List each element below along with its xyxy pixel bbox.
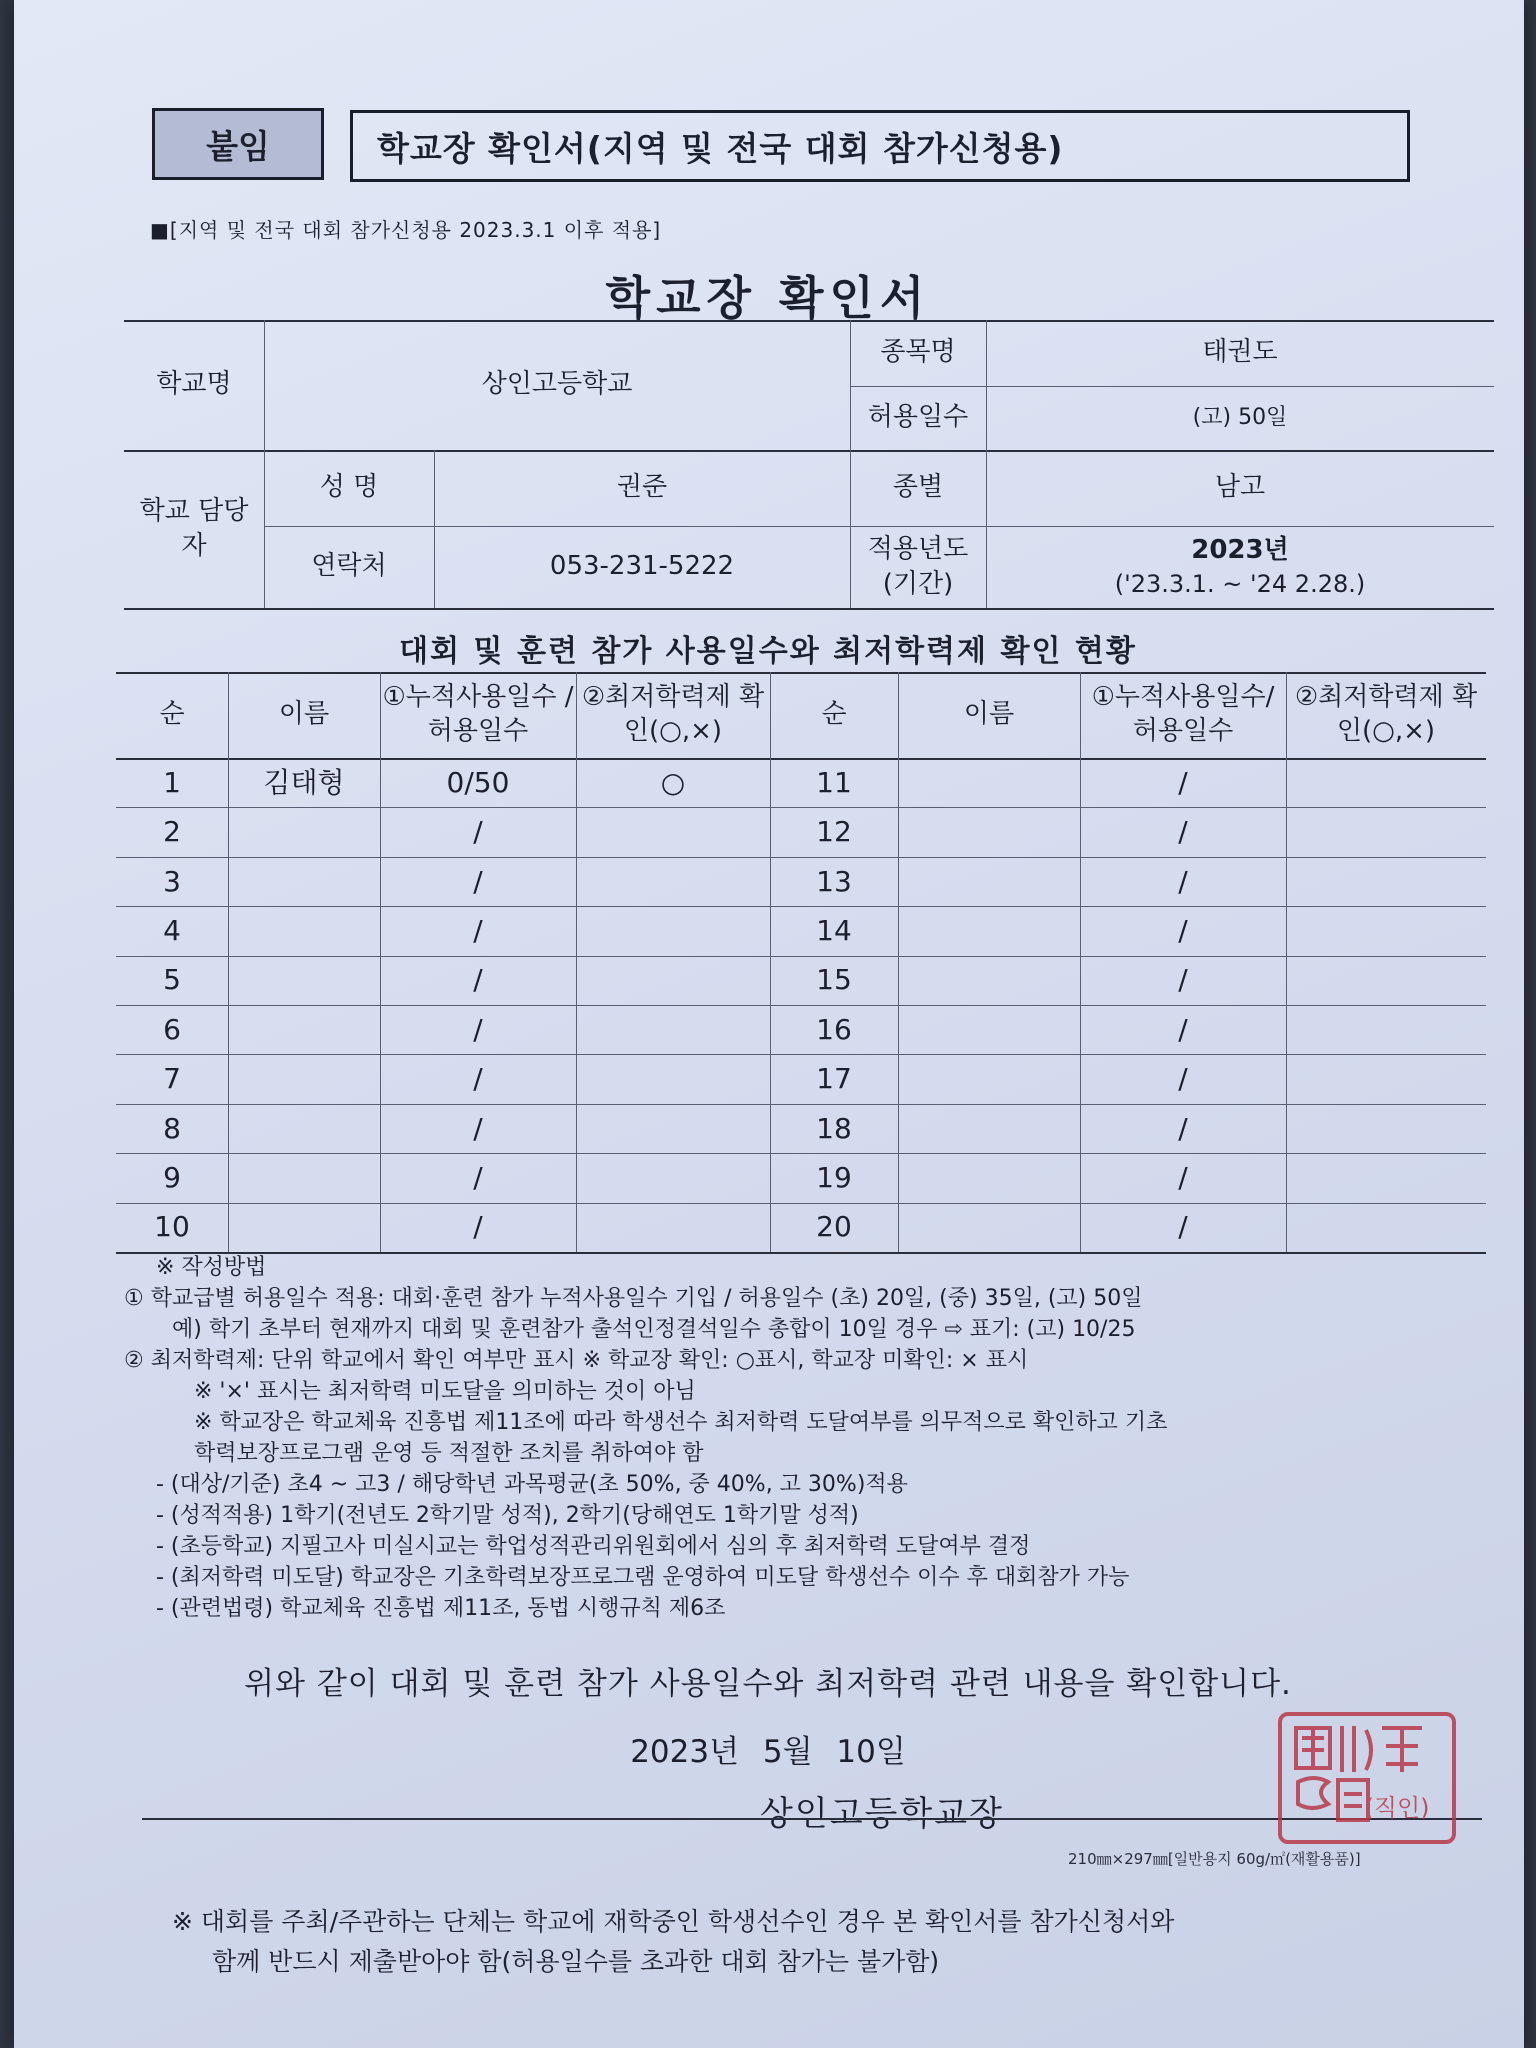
table-cell-check-right	[1286, 758, 1486, 807]
table-cell-check-left: ○	[660, 765, 686, 799]
table-cell-name-right	[898, 1054, 1080, 1103]
contact-person-label: 학교 담당자	[139, 495, 249, 561]
table-cell-check-left	[576, 906, 770, 955]
table-cell-no-left: 10	[154, 1210, 190, 1244]
table-cell-name-right	[898, 906, 1080, 955]
table-cell-no-right: 14	[816, 913, 852, 947]
table-cell-name-left	[228, 1203, 380, 1252]
table-cell-name-right	[898, 807, 1080, 856]
table-cell-name-left	[228, 807, 380, 856]
table-cell-name-right	[898, 857, 1080, 906]
table-cell-name-left	[228, 857, 380, 906]
instruction-line: 학력보장프로그램 운영 등 적절한 조치를 취하여야 함	[194, 1441, 704, 1466]
table-cell-check-right	[1286, 906, 1486, 955]
table-cell-days-right: /	[1178, 1012, 1188, 1046]
instruction-line: ※ 작성방법	[156, 1255, 267, 1280]
phone-value: 053-231-5222	[549, 551, 735, 582]
allowed-days-value: (고) 50일	[1192, 405, 1288, 431]
table-cell-no-right: 19	[816, 1160, 852, 1194]
official-seal-stamp	[1278, 1712, 1456, 1844]
confirmation-statement: 위와 같이 대회 및 훈련 참가 사용일수와 최저학력 관련 내용을 확인합니다.	[244, 1666, 1292, 1702]
sport-value: 태권도	[1202, 337, 1278, 368]
table-cell-no-left: 5	[163, 963, 181, 997]
table-cell-no-right: 16	[816, 1012, 852, 1046]
table-cell-check-left	[576, 1054, 770, 1103]
instruction-line: - (초등학교) 지필고사 미실시교는 학업성적관리위원회에서 심의 후 최저학력 도달여부 결정	[156, 1534, 1031, 1559]
table-cell-check-right	[1286, 956, 1486, 1005]
table-cell-no-left: 8	[163, 1111, 181, 1145]
year-label: 적용년도 (기간)	[867, 533, 969, 599]
table-cell-days-left: /	[473, 1160, 483, 1194]
table-cell-no-left: 2	[163, 815, 181, 849]
table-cell-no-left: 7	[163, 1062, 181, 1096]
form-title: 학교장 확인서(지역 및 전국 대회 참가신청용)	[350, 110, 1410, 182]
table-cell-check-right	[1286, 1054, 1486, 1103]
header-days-left: ①누적사용일수 /허용일수	[382, 682, 574, 746]
section-title: 대회 및 훈련 참가 사용일수와 최저학력제 확인 현황	[399, 634, 1137, 669]
table-cell-days-right: /	[1178, 963, 1188, 997]
seal-label: (직인)	[1364, 1793, 1430, 1822]
table-cell-name-left	[228, 956, 380, 1005]
table-cell-check-right	[1286, 1104, 1486, 1153]
table-cell-name-right	[898, 758, 1080, 807]
table-cell-check-left	[576, 1203, 770, 1252]
table-cell-name-right	[898, 1104, 1080, 1153]
instructions	[124, 1252, 1504, 1624]
table-cell-name-left	[228, 1104, 380, 1153]
table-cell-days-right: /	[1178, 913, 1188, 947]
school-name: 상인고등학교	[481, 369, 633, 400]
table-cell-no-right: 15	[816, 963, 852, 997]
table-cell-days-right: /	[1178, 1210, 1188, 1244]
table-cell-check-left	[576, 956, 770, 1005]
footnote-line-2: 함께 반드시 제출받아야 함(허용일수를 초과한 대회 참가는 불가함)	[212, 1947, 940, 1976]
instruction-line: ※ '×' 표시는 최저학력 미도달을 의미하는 것이 아님	[194, 1379, 696, 1404]
table-cell-name-right	[898, 1203, 1080, 1252]
table-cell-check-left	[576, 807, 770, 856]
table-cell-no-left: 6	[163, 1012, 181, 1046]
table-cell-check-left	[576, 857, 770, 906]
table-cell-check-right	[1286, 1203, 1486, 1252]
table-cell-name-left	[228, 1005, 380, 1054]
table-cell-days-left: /	[473, 1012, 483, 1046]
table-cell-check-right	[1286, 1153, 1486, 1202]
category-label: 종별	[892, 472, 944, 503]
table-cell-name-left	[228, 1153, 380, 1202]
category-value: 남고	[1214, 472, 1266, 503]
table-cell-no-left: 4	[163, 913, 181, 947]
instruction-line: ※ 학교장은 학교체육 진흥법 제11조에 따라 학생선수 최저학력 도달여부를 의무적으로 확인하고 기초	[194, 1410, 1168, 1435]
table-cell-days-left: /	[473, 1111, 483, 1145]
table-cell-check-left	[576, 1005, 770, 1054]
table-cell-days-right: /	[1178, 815, 1188, 849]
phone-label: 연락처	[311, 551, 387, 582]
table-cell-check-left	[576, 1153, 770, 1202]
sport-label: 종목명	[880, 337, 956, 368]
header-name-right: 이름	[963, 699, 1015, 730]
table-cell-check-left	[576, 1104, 770, 1153]
table-cell-name-right	[898, 956, 1080, 1005]
school-info-table	[124, 320, 1494, 610]
table-cell-check-right	[1286, 857, 1486, 906]
table-cell-name-right	[898, 1005, 1080, 1054]
table-cell-days-right: /	[1178, 1111, 1188, 1145]
attachment-label: 붙임	[152, 108, 324, 180]
instruction-line: ② 최저학력제: 단위 학교에서 확인 여부만 표시 ※ 학교장 확인: ○표시, 학교장 미확인: × 표시	[124, 1348, 1029, 1373]
table-cell-days-left: /	[473, 1210, 483, 1244]
table-cell-days-left: /	[473, 963, 483, 997]
paper-specification: 210㎜×297㎜[일반용지 60g/㎡(재활용품)]	[1068, 1850, 1361, 1868]
table-cell-no-right: 13	[816, 864, 852, 898]
footnote-line-1: ※ 대회를 주최/주관하는 단체는 학교에 재학중인 학생선수인 경우 본 확인서를 참가신청서와	[172, 1907, 1175, 1936]
table-cell-days-right: /	[1178, 765, 1188, 799]
table-cell-days-left: /	[473, 864, 483, 898]
instruction-line: ① 학교급별 허용일수 적용: 대회·훈련 참가 누적사용일수 기입 / 허용일수 (초) 20일, (중) 35일, (고) 50일	[124, 1286, 1143, 1311]
submission-footnote	[172, 1902, 1174, 1982]
table-cell-days-right: /	[1178, 864, 1188, 898]
name-label: 성 명	[319, 472, 379, 503]
header-days-right: ①누적사용일수/ 허용일수	[1091, 682, 1275, 746]
table-cell-check-right	[1286, 807, 1486, 856]
table-cell-no-left: 3	[163, 864, 181, 898]
table-cell-no-right: 17	[816, 1062, 852, 1096]
table-cell-days-right: /	[1178, 1160, 1188, 1194]
table-cell-no-right: 12	[816, 815, 852, 849]
school-name-label: 학교명	[156, 369, 232, 400]
table-cell-no-right: 18	[816, 1111, 852, 1145]
period-value: ('23.3.1. ~ '24 2.28.)	[1114, 570, 1366, 599]
table-cell-name-left	[228, 906, 380, 955]
participant-table	[116, 672, 1486, 1252]
table-cell-days-left: /	[473, 1062, 483, 1096]
allowed-days-label: 허용일수	[867, 402, 969, 433]
header-name-left: 이름	[278, 699, 330, 730]
instruction-line: 예) 학기 초부터 현재까지 대회 및 훈련참가 출석인정결석일수 총합이 10일 경우 ⇨ 표기: (고) 10/25	[172, 1317, 1136, 1342]
header-no-right: 순	[821, 699, 847, 730]
document-title: 학교장 확인서	[605, 271, 931, 325]
application-note: ■[지역 및 전국 대회 참가신청용 2023.3.1 이후 적용]	[150, 218, 662, 242]
person-name: 권준	[616, 472, 668, 503]
header-check-right: ②최저학력제 확인(○,×)	[1294, 682, 1478, 746]
header-check-left: ②최저학력제 확인(○,×)	[581, 682, 765, 746]
year-value: 2023년	[1191, 535, 1289, 566]
instruction-line: - (성적적용) 1학기(전년도 2학기말 성적), 2학기(당해연도 1학기말 성적)	[156, 1503, 859, 1528]
issue-date: 2023년 5월 10일	[630, 1734, 906, 1770]
instruction-line: - (관련법령) 학교체육 진흥법 제11조, 동법 시행규칙 제6조	[156, 1596, 726, 1621]
table-cell-no-right: 20	[816, 1210, 852, 1244]
table-cell-no-right: 11	[816, 765, 852, 799]
table-cell-check-right	[1286, 1005, 1486, 1054]
table-cell-name-left	[228, 1054, 380, 1103]
table-cell-no-left: 1	[163, 765, 181, 799]
table-cell-name-right	[898, 1153, 1080, 1202]
table-cell-no-left: 9	[163, 1160, 181, 1194]
instruction-line: - (최저학력 미도달) 학교장은 기초학력보장프로그램 운영하여 미도달 학생선수 이수 후 대회참가 가능	[156, 1565, 1130, 1590]
table-cell-days-left: /	[473, 913, 483, 947]
table-cell-name-left: 김태형	[263, 765, 345, 799]
table-top-border	[116, 672, 1486, 674]
table-cell-days-left: /	[473, 815, 483, 849]
principal-title: 상인고등학교장	[760, 1794, 1004, 1834]
table-cell-days-right: /	[1178, 1062, 1188, 1096]
header-no-left: 순	[159, 699, 185, 730]
table-cell-days-left: 0/50	[446, 765, 510, 799]
instruction-line: - (대상/기준) 초4 ~ 고3 / 해당학년 과목평균(초 50%, 중 40%, 고 30%)적용	[156, 1472, 908, 1497]
